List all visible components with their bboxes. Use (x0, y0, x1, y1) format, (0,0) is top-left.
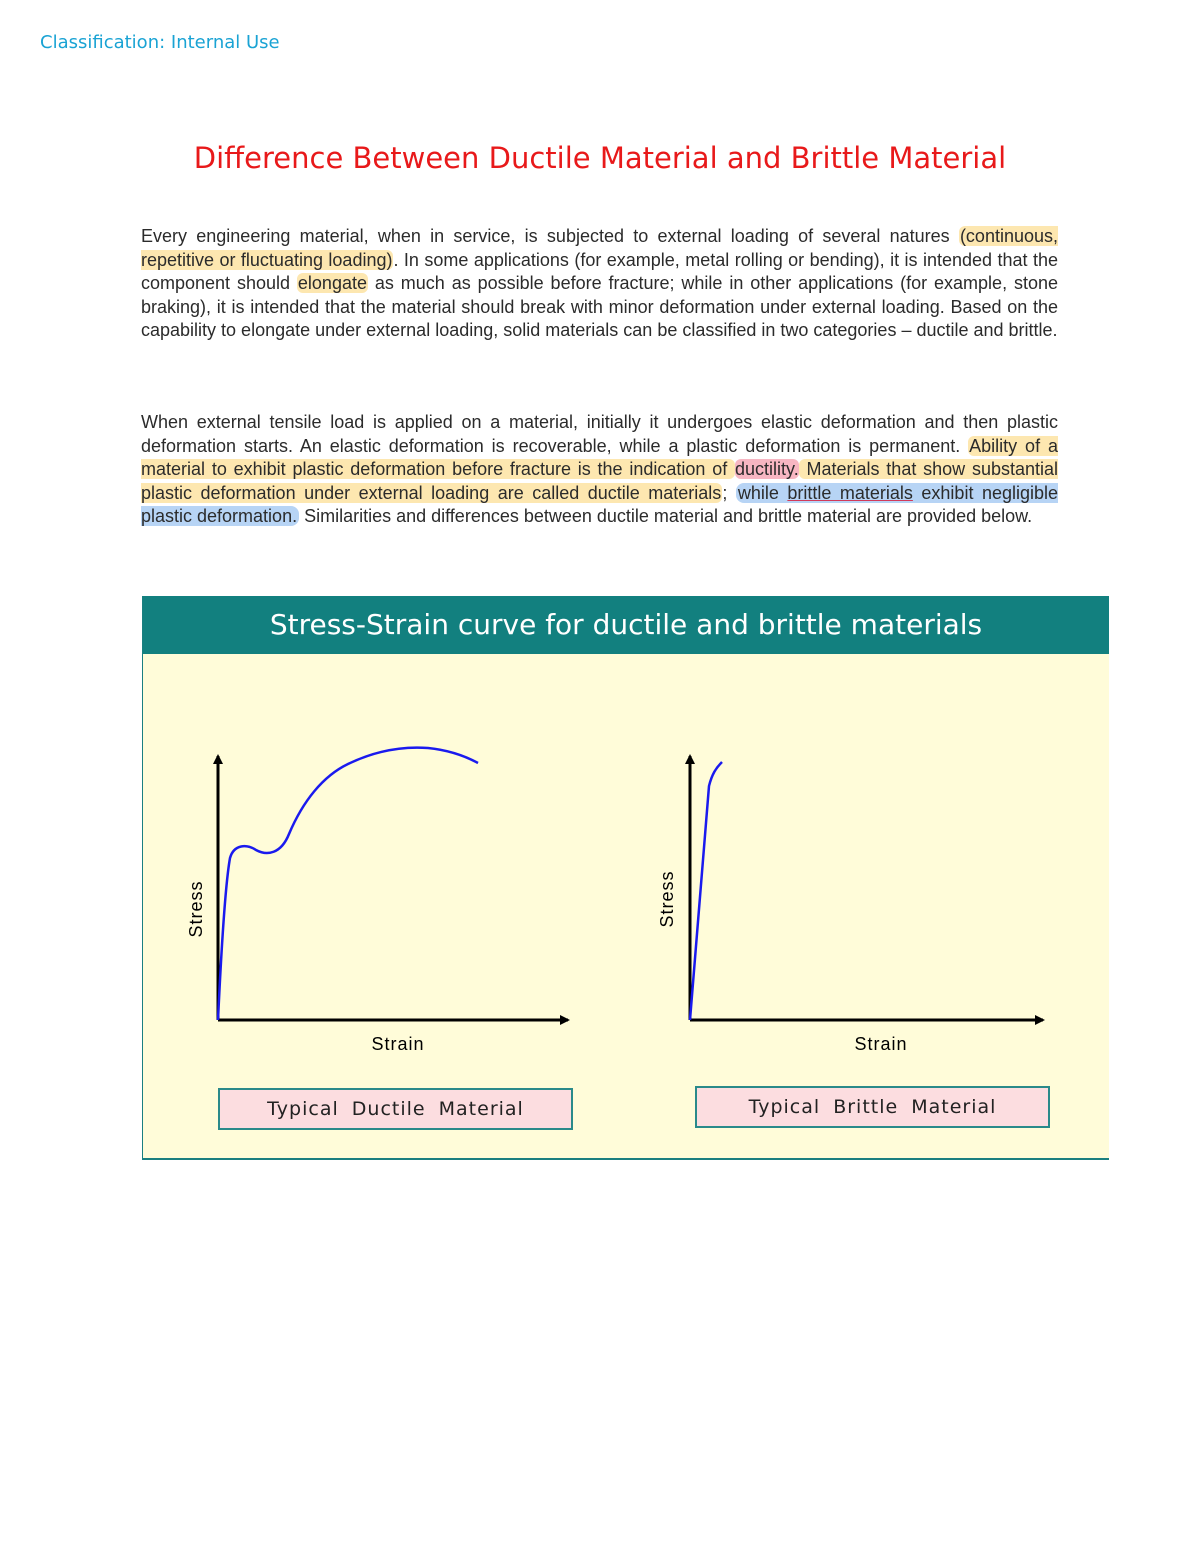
p2-highlight-ductility: ductility. (735, 459, 799, 480)
intro-paragraph (141, 225, 1058, 343)
p1-highlight-elongate: elongate (297, 273, 367, 294)
classification-label: Classification: Internal Use (40, 32, 280, 53)
p2-brittle-1: while (737, 482, 788, 503)
stress-strain-figure (142, 596, 1109, 1160)
p2-brittle-3: exhibit negligible plastic deformation. (141, 482, 1058, 527)
p2-highlight-ability: Ability of a material to exhibit plastic deformation before fracture is the indication of (141, 435, 1058, 480)
figure-title: Stress-Strain curve for ductile and brittle materials (143, 596, 1109, 654)
definition-paragraph (141, 411, 1058, 529)
p2-highlight-ductile-materials: Materials that show substantial plastic deformation under external loading are called ductile materials (141, 459, 1058, 503)
ductile-caption: Typical Ductile Material (218, 1088, 573, 1130)
stress-strain-diagram (143, 596, 1109, 1158)
p2-text-2: ; (722, 482, 736, 503)
page-title: Difference Between Ductile Material and Brittle Material (193, 141, 1007, 175)
p1-text-2: . In some applications (for example, metal rolling or bending), it is intended that the component should (141, 249, 1058, 294)
brittle-y-label: Stress (657, 870, 677, 928)
brittle-caption: Typical Brittle Material (695, 1086, 1050, 1128)
p1-text-1: Every engineering material, when in service, is subjected to external loading of several natures (141, 226, 959, 246)
ductile-x-label: Strain (371, 1034, 425, 1054)
p2-brittle-underline: brittle materials (787, 482, 913, 503)
ductile-y-label: Stress (186, 880, 206, 938)
p2-text-1: When external tensile load is applied on a material, initially it undergoes elastic deformation and then plastic deformation starts. An elastic deformation is recoverable, while a plastic deformation is permanent. (141, 412, 1058, 456)
brittle-curve (690, 762, 722, 1020)
p1-highlight-loading: (continuous, repetitive or fluctuating loading) (141, 226, 1058, 270)
brittle-x-label: Strain (854, 1034, 908, 1054)
ductile-curve (218, 748, 478, 1020)
p1-text-3: as much as possible before fracture; while in other applications (for example, stone braking), it is intended that the material should break with minor deformation under external loading. Based on the capability to elongate under external loading, solid materials can be classified in two categories – ductile and brittle. (141, 273, 1058, 341)
p2-text-3: Similarities and differences between ductile material and brittle material are provided below. (299, 506, 1033, 527)
